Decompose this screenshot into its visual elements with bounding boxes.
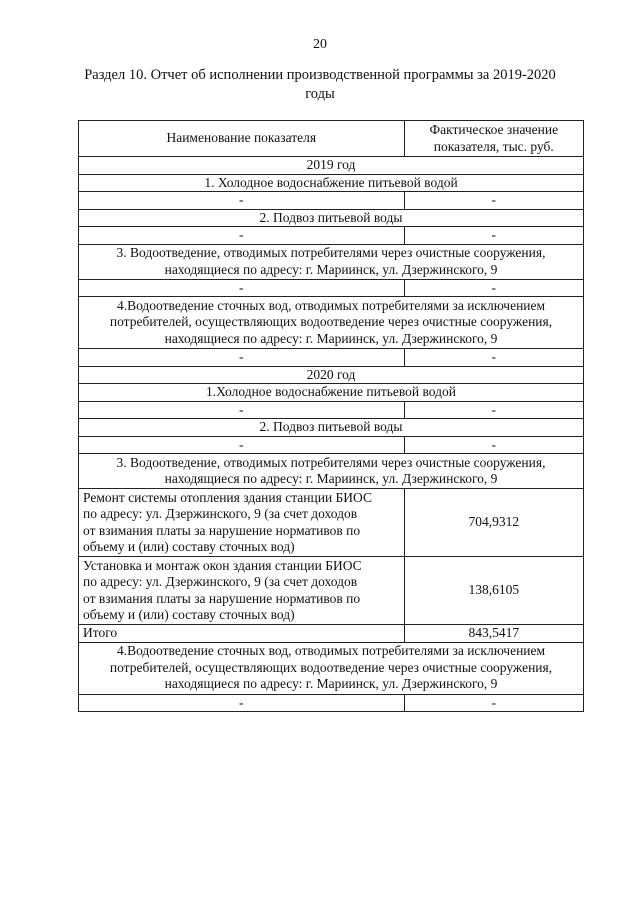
dash-cell: - xyxy=(404,436,583,454)
dash-cell: - xyxy=(79,436,405,454)
dash-cell: - xyxy=(79,349,405,367)
window-installation-value: 138,6105 xyxy=(404,557,583,625)
dash-cell: - xyxy=(404,227,583,245)
section-2019-wastewater xyxy=(79,244,584,279)
item-text-line: объему и (или) составу сточных вод) xyxy=(83,607,295,622)
section-2019-water-delivery: 2. Подвоз питьевой воды xyxy=(79,209,584,227)
section-title-line-2: годы xyxy=(305,86,335,102)
table-row-heating-repair xyxy=(79,489,584,557)
table-row xyxy=(79,401,584,419)
total-value: 843,5417 xyxy=(404,625,583,643)
section-row-2019-3 xyxy=(79,244,584,279)
dash-cell: - xyxy=(79,227,405,245)
header-actual-value xyxy=(404,121,583,157)
dash-cell: - xyxy=(79,192,405,210)
section-2020-cold-water: 1.Холодное водоснабжение питьевой водой xyxy=(79,384,584,402)
section-text-line: потребителей, осуществляющих водоотведение через очистные сооружения, xyxy=(109,314,553,330)
year-2019-label: 2019 год xyxy=(79,157,584,175)
header-indicator-name: Наименование показателя xyxy=(79,121,405,157)
section-text-line: потребителей, осуществляющих водоотведение через очистные сооружения, xyxy=(109,659,553,675)
heating-repair-value: 704,9312 xyxy=(404,489,583,557)
table-row xyxy=(79,227,584,245)
table-row xyxy=(79,192,584,210)
section-text-line: 4.Водоотведение сточных вод, отводимых потребителями за исключением xyxy=(116,297,546,313)
item-text-line: Установка и монтаж окон здания станции БИОС xyxy=(83,557,362,573)
table-header-row xyxy=(79,121,584,157)
section-row-2020-1 xyxy=(79,384,584,402)
item-text-line: по адресу: ул. Дзержинского, 9 (за счет доходов xyxy=(83,574,358,589)
table-row xyxy=(79,349,584,367)
table-row xyxy=(79,279,584,297)
year-2020-label: 2020 год xyxy=(79,366,584,384)
section-row-2020-2 xyxy=(79,419,584,437)
item-text-line: Ремонт системы отопления здания станции БИОС xyxy=(83,489,372,505)
total-label: Итого xyxy=(79,625,405,643)
window-installation-description xyxy=(79,557,405,625)
section-row-2019-1 xyxy=(79,174,584,192)
section-text-line: находящиеся по адресу: г. Мариинск, ул. Дзержинского, 9 xyxy=(164,261,498,277)
table-row xyxy=(79,436,584,454)
header-actual-value-line-2: показателя, тыс. руб. xyxy=(433,138,554,154)
section-row-2019-4 xyxy=(79,297,584,349)
item-text-line: от взимания платы за нарушение нормативов по xyxy=(83,590,361,606)
year-row-2020 xyxy=(79,366,584,384)
dash-cell: - xyxy=(404,279,583,297)
dash-cell: - xyxy=(79,401,405,419)
section-text-line: 3. Водоотведение, отводимых потребителями через очистные сооружения, xyxy=(116,245,546,260)
page-number: 20 xyxy=(313,37,327,52)
section-title-line-1: Раздел 10. Отчет об исполнении производственной программы за 2019-2020 xyxy=(84,67,556,83)
dash-cell: - xyxy=(79,694,405,712)
section-title xyxy=(60,66,580,104)
section-row-2020-4 xyxy=(79,642,584,694)
section-row-2019-2 xyxy=(79,209,584,227)
item-text-line: от взимания платы за нарушение нормативов по xyxy=(83,522,361,538)
dash-cell: - xyxy=(404,192,583,210)
dash-cell: - xyxy=(79,279,405,297)
section-2020-wastewater xyxy=(79,454,584,489)
section-2020-sewage xyxy=(79,642,584,694)
item-text-line: объему и (или) составу сточных вод) xyxy=(83,539,295,554)
item-text-line: по адресу: ул. Дзержинского, 9 (за счет доходов xyxy=(83,506,358,521)
dash-cell: - xyxy=(404,349,583,367)
section-2020-water-delivery: 2. Подвоз питьевой воды xyxy=(79,419,584,437)
table-row xyxy=(79,694,584,712)
dash-cell: - xyxy=(404,401,583,419)
production-program-report-table xyxy=(78,120,584,712)
total-row xyxy=(79,625,584,643)
section-2019-cold-water: 1. Холодное водоснабжение питьевой водой xyxy=(79,174,584,192)
section-text-line: 4.Водоотведение сточных вод, отводимых потребителями за исключением xyxy=(116,643,546,659)
header-actual-value-line-1: Фактическое значение xyxy=(429,122,559,137)
section-text-line: находящиеся по адресу: г. Мариинск, ул. Дзержинского, 9 xyxy=(164,676,498,692)
section-text-line: находящиеся по адресу: г. Мариинск, ул. Дзержинского, 9 xyxy=(164,330,498,346)
year-row-2019 xyxy=(79,157,584,175)
section-text-line: 3. Водоотведение, отводимых потребителями через очистные сооружения, xyxy=(116,454,546,470)
section-2019-sewage xyxy=(79,297,584,349)
dash-cell: - xyxy=(404,694,583,712)
section-row-2020-3 xyxy=(79,454,584,489)
heating-repair-description xyxy=(79,489,405,557)
table-row-window-installation xyxy=(79,557,584,625)
section-text-line: находящиеся по адресу: г. Мариинск, ул. Дзержинского, 9 xyxy=(164,471,498,486)
